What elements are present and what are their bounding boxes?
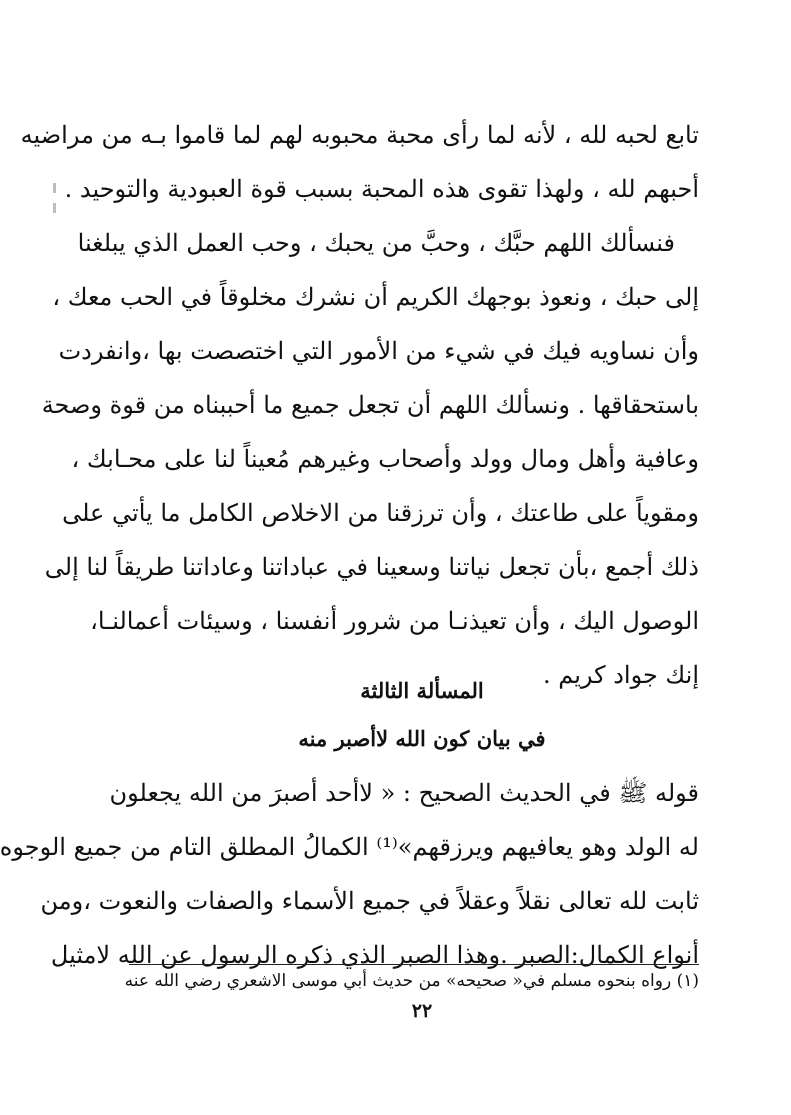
body-line: قوله ﷺ في الحديث الصحيح : « لاأحد أصبرَ من الله يجعلون [109, 779, 699, 807]
body-text-bottom [0, 766, 699, 982]
body-line: له الولد وهو يعافيهم ويرزقهم»⁽¹⁾ الكمالُ المطلق التام من جميع الوجوه [0, 833, 699, 861]
body-line: ذلك أجمع ،بأن تجعل نياتنا وسعينا في عباداتنا وعاداتنا طريقاً لنا إلى [44, 553, 699, 581]
body-line: أحبهم لله ، ولهذا تقوى هذه المحبة بسبب قوة العبودية والتوحيد . [64, 175, 699, 203]
body-line: ومقوياً على طاعتك ، وأن ترزقنا من الاخلاص الكامل ما يأتي على [62, 499, 699, 527]
body-text-top [20, 108, 699, 702]
body-line: الوصول اليك ، وأن تعيذنـا من شرور أنفسنا ، وسيئات أعمالنـا، [90, 607, 699, 635]
footnote: (١) رواه بنحوه مسلم في« صحيحه» من حديث أبي موسى الاشعري رضي الله عنه [124, 971, 699, 991]
body-line: ثابت لله تعالى نقلاً وعقلاً في جميع الأسماء والصفات والنعوت ،ومن [40, 887, 699, 915]
body-line: إنك جواد كريم . [543, 661, 699, 689]
body-line: تابع لحبه لله ، لأنه لما رأى محبة محبوبه لهم لما قاموا بـه من مراضيه [20, 121, 699, 149]
body-line: إلى حبك ، ونعوذ بوجهك الكريم أن نشرك مخلوقاً في الحب معك ، [52, 283, 699, 311]
body-line: أنواع الكمال:الصبر .وهذا الصبر الذي ذكره الرسول عن الله لامثيل [50, 941, 699, 969]
body-line: وعافية وأهل ومال وولد وأصحاب وغيرهم مُعيناً لنا على محـابك ، [71, 445, 699, 473]
page-number: ٢٢ [411, 1000, 433, 1022]
body-line: باستحقاقها . ونسألك اللهم أن تجعل جميع ما أحببناه من قوة وصحة [41, 391, 699, 419]
scan-edge-mark [53, 203, 56, 213]
section-subtitle: في بيان كون الله لاأصبر منه [298, 726, 546, 751]
scan-edge-mark [53, 183, 56, 193]
footnote-separator [129, 964, 699, 965]
body-line: فنسألك اللهم حبَّك ، وحبَّ من يحبك ، وحب العمل الذي يبلغنا [77, 229, 675, 257]
section-title: المسألة الثالثة [360, 678, 484, 703]
body-line: وأن نساويه فيك في شيء من الأمور التي اختصصت بها ،وانفردت [58, 337, 699, 365]
